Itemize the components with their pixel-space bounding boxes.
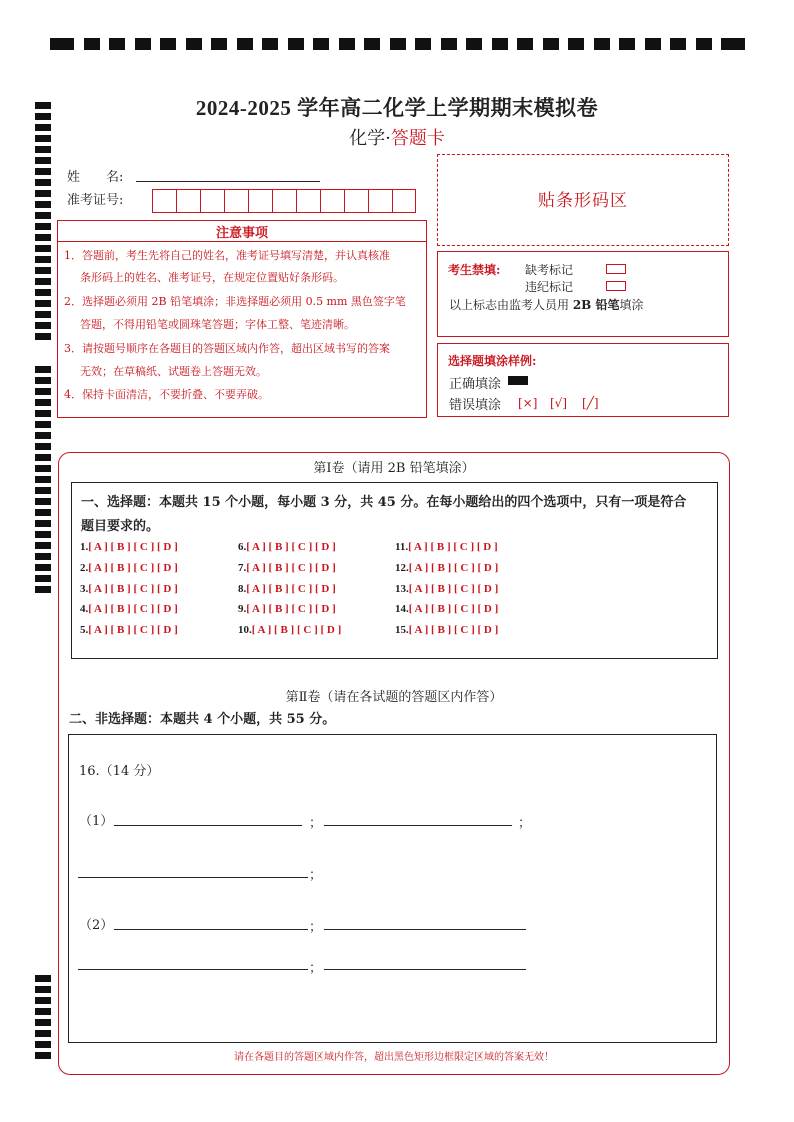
timing-mark xyxy=(35,997,51,1004)
section1-instruction-2: 题目要求的。 xyxy=(81,519,160,534)
separator-5: ； xyxy=(309,961,323,976)
timing-mark xyxy=(517,38,533,50)
timing-mark xyxy=(186,38,202,50)
wrong-fill-label: 错误填涂 xyxy=(449,398,502,413)
choice-question-9[interactable] xyxy=(238,603,336,615)
choice-options[interactable]: [ A ] [ B ] [ C ] [ D ] xyxy=(408,583,499,595)
choice-number: 7. xyxy=(238,562,247,574)
choice-number: 10. xyxy=(238,624,252,636)
timing-mark xyxy=(619,38,635,50)
violation-mark-label: 违纪标记 xyxy=(525,280,574,294)
question-16-box xyxy=(68,734,717,1043)
choice-options[interactable]: [ A ] [ B ] [ C ] [ D ] xyxy=(246,541,336,553)
choice-number: 11. xyxy=(395,541,409,553)
timing-mark xyxy=(35,223,51,230)
choice-question-8[interactable] xyxy=(238,583,336,595)
answer-line-2a[interactable] xyxy=(114,929,308,930)
choice-number: 13. xyxy=(395,583,409,595)
timing-mark xyxy=(35,421,51,428)
separator-1: ； xyxy=(309,816,323,831)
notice-title: 注意事项 xyxy=(215,226,268,241)
timing-mark xyxy=(594,38,610,50)
choice-options[interactable]: [ A ] [ B ] [ C ] [ D ] xyxy=(408,603,499,615)
timing-mark xyxy=(35,432,51,439)
choice-number: 9. xyxy=(238,603,247,615)
timing-mark xyxy=(35,443,51,450)
choice-number: 6. xyxy=(238,541,247,553)
timing-mark xyxy=(35,168,51,175)
timing-mark xyxy=(35,531,51,538)
choice-options[interactable]: [ A ] [ B ] [ C ] [ D ] xyxy=(408,541,498,553)
choice-number: 1. xyxy=(80,541,89,553)
notice-item-4: 4．保持卡面清洁，不要折叠、不要弄破。 xyxy=(64,388,269,401)
answer-line-1b[interactable] xyxy=(324,825,512,826)
timing-mark xyxy=(35,245,51,252)
answer-line-2c[interactable] xyxy=(78,969,308,970)
timing-mark xyxy=(568,38,584,50)
subtitle-answer-sheet: 答题卡 xyxy=(390,128,445,149)
page-title: 2024-2025 学年高二化学上学期期末模拟卷 xyxy=(195,96,599,120)
timing-mark xyxy=(35,366,51,373)
choice-question-1[interactable] xyxy=(80,541,178,553)
timing-mark xyxy=(35,267,51,274)
choice-number: 4. xyxy=(80,603,89,615)
choice-question-11[interactable] xyxy=(395,541,498,553)
separator-4: ； xyxy=(309,920,323,935)
forbidden-note: 以上标志由监考人员用 2B 铅笔填涂 xyxy=(449,298,644,312)
left-timing-marks-bottom xyxy=(35,975,51,1063)
top-timing-marks xyxy=(50,38,745,52)
choice-question-12[interactable] xyxy=(395,562,498,574)
timing-mark xyxy=(466,38,482,50)
choice-options[interactable]: [ A ] [ B ] [ C ] [ D ] xyxy=(246,562,336,574)
ticket-number-boxes[interactable] xyxy=(152,189,416,213)
timing-mark xyxy=(313,38,329,50)
timing-mark xyxy=(35,333,51,340)
timing-mark xyxy=(35,278,51,285)
timing-mark xyxy=(415,38,431,50)
timing-mark xyxy=(237,38,253,50)
forbidden-title: 考生禁填: xyxy=(448,263,501,277)
choice-options[interactable]: [ A ] [ B ] [ C ] [ D ] xyxy=(408,562,499,574)
wrong-fill-sample-slash: [╱] xyxy=(582,396,599,410)
timing-mark xyxy=(35,300,51,307)
timing-mark xyxy=(645,38,661,50)
timing-mark xyxy=(84,38,100,50)
left-timing-marks-middle xyxy=(35,366,51,597)
notice-item-1-cont: 条形码上的姓名、准考证号，在规定位置贴好条形码。 xyxy=(80,271,344,284)
notice-item-3: 3．请按题号顺序在各题目的答题区域内作答，超出区域书写的答案 xyxy=(64,342,390,355)
timing-mark xyxy=(35,520,51,527)
notice-item-3-cont: 无效；在草稿纸、试题卷上答题无效。 xyxy=(80,365,267,378)
correct-fill-label: 正确填涂 xyxy=(449,377,502,392)
separator-3: ； xyxy=(309,868,323,883)
choice-number: 14. xyxy=(395,603,409,615)
subtitle-subject: 化学· xyxy=(349,128,391,149)
name-label: 姓 名: xyxy=(67,170,124,185)
timing-mark xyxy=(35,377,51,384)
timing-mark xyxy=(35,1008,51,1015)
answer-line-1c[interactable] xyxy=(78,877,308,878)
timing-mark xyxy=(35,212,51,219)
choice-options[interactable]: [ A ] [ B ] [ C ] [ D ] xyxy=(246,583,336,595)
timing-mark xyxy=(35,179,51,186)
choice-question-10[interactable] xyxy=(238,624,341,636)
timing-mark xyxy=(492,38,508,50)
choice-question-7[interactable] xyxy=(238,562,336,574)
choice-question-6[interactable] xyxy=(238,541,336,553)
part-1-label: （1） xyxy=(79,814,114,829)
timing-mark xyxy=(288,38,304,50)
timing-mark xyxy=(35,498,51,505)
timing-mark xyxy=(35,322,51,329)
choice-options[interactable]: [ A ] [ B ] [ C ] [ D ] xyxy=(88,583,178,595)
choice-question-14[interactable] xyxy=(395,603,498,615)
section2-header: 第Ⅱ卷（请在各试题的答题区内作答） xyxy=(285,690,503,705)
choice-options[interactable]: [ A ] [ B ] [ C ] [ D ] xyxy=(88,603,178,615)
footer-warning: 请在各题目的答题区域内作答，超出黑色矩形边框限定区域的答案无效！ xyxy=(234,1052,554,1063)
notice-item-2: 2．选择题必须用 2B 铅笔填涂；非选择题必须用 0.5 mm 黑色签字笔 xyxy=(64,295,406,308)
timing-mark xyxy=(35,234,51,241)
absent-mark-box[interactable] xyxy=(606,264,626,274)
correct-fill-sample xyxy=(508,376,528,385)
timing-mark xyxy=(35,157,51,164)
section2-instruction: 二、非选择题：本题共 4 个小题，共 55 分。 xyxy=(69,712,336,727)
timing-mark xyxy=(35,399,51,406)
timing-mark xyxy=(35,553,51,560)
timing-mark xyxy=(109,38,125,50)
timing-mark xyxy=(35,388,51,395)
timing-mark xyxy=(35,289,51,296)
choice-options[interactable]: [ A ] [ B ] [ C ] [ D ] xyxy=(88,624,178,636)
timing-mark xyxy=(441,38,457,50)
timing-mark xyxy=(35,311,51,318)
timing-mark xyxy=(390,38,406,50)
timing-mark xyxy=(35,1052,51,1059)
answer-line-2b[interactable] xyxy=(324,929,526,930)
ticket-number-label: 准考证号: xyxy=(67,193,124,208)
timing-mark xyxy=(35,1030,51,1037)
answer-line-1a[interactable] xyxy=(114,825,302,826)
timing-mark xyxy=(35,986,51,993)
timing-mark xyxy=(35,190,51,197)
choice-number: 2. xyxy=(80,562,89,574)
timing-mark xyxy=(35,575,51,582)
timing-mark xyxy=(35,410,51,417)
timing-mark xyxy=(35,487,51,494)
choice-number: 8. xyxy=(238,583,247,595)
answer-line-2d[interactable] xyxy=(324,969,526,970)
notice-item-2-cont: 答题，不得用铅笔或圆珠笔答题；字体工整、笔迹清晰。 xyxy=(80,318,355,331)
choice-question-5[interactable] xyxy=(80,624,178,636)
choice-question-2[interactable] xyxy=(80,562,178,574)
timing-mark xyxy=(35,465,51,472)
violation-mark-box[interactable] xyxy=(606,281,626,291)
barcode-area-label: 贴条形码区 xyxy=(538,191,628,211)
choice-options[interactable]: [ A ] [ B ] [ C ] [ D ] xyxy=(88,562,178,574)
choice-number: 3. xyxy=(80,583,89,595)
timing-mark xyxy=(35,586,51,593)
timing-mark xyxy=(262,38,278,50)
timing-mark xyxy=(35,201,51,208)
choice-number: 12. xyxy=(395,562,409,574)
timing-mark xyxy=(35,476,51,483)
timing-mark xyxy=(50,38,74,50)
choice-options[interactable]: [ A ] [ B ] [ C ] [ D ] xyxy=(246,603,336,615)
choice-question-3[interactable] xyxy=(80,583,178,595)
question-16-label: 16.（14 分） xyxy=(79,764,160,779)
timing-mark xyxy=(35,1019,51,1026)
absent-mark-label: 缺考标记 xyxy=(525,263,574,277)
choice-number: 15. xyxy=(395,624,409,636)
timing-mark xyxy=(35,454,51,461)
choice-options[interactable]: [ A ] [ B ] [ C ] [ D ] xyxy=(408,624,499,636)
wrong-fill-sample-check: [√] xyxy=(550,396,568,410)
choice-number: 5. xyxy=(80,624,89,636)
timing-mark xyxy=(721,38,745,50)
timing-mark xyxy=(364,38,380,50)
choice-question-13[interactable] xyxy=(395,583,498,595)
wrong-fill-sample-x: [×] xyxy=(518,396,538,410)
timing-mark xyxy=(35,1041,51,1048)
timing-mark xyxy=(35,564,51,571)
timing-mark xyxy=(211,38,227,50)
choice-options[interactable]: [ A ] [ B ] [ C ] [ D ] xyxy=(251,624,342,636)
choice-question-15[interactable] xyxy=(395,624,498,636)
fill-example-title: 选择题填涂样例: xyxy=(448,354,537,368)
part-2-label: （2） xyxy=(79,918,114,933)
timing-mark xyxy=(160,38,176,50)
separator-2: ； xyxy=(518,816,532,831)
choice-question-4[interactable] xyxy=(80,603,178,615)
section1-header: 第Ⅰ卷（请用 2B 铅笔填涂） xyxy=(313,461,475,476)
timing-mark xyxy=(543,38,559,50)
page-subtitle xyxy=(0,124,794,150)
timing-mark xyxy=(35,542,51,549)
timing-mark xyxy=(35,975,51,982)
timing-mark xyxy=(339,38,355,50)
timing-mark xyxy=(35,256,51,263)
name-input-line[interactable] xyxy=(136,181,320,182)
timing-mark xyxy=(135,38,151,50)
timing-mark xyxy=(696,38,712,50)
notice-item-1: 1．答题前，考生先将自己的姓名，准考证号填写清楚，并认真核准 xyxy=(64,249,390,262)
section1-instruction-1: 一、选择题：本题共 15 个小题，每小题 3 分，共 45 分。在每小题给出的四个选项中，只有一项是符合 xyxy=(81,495,687,510)
timing-mark xyxy=(670,38,686,50)
choice-options[interactable]: [ A ] [ B ] [ C ] [ D ] xyxy=(88,541,178,553)
timing-mark xyxy=(35,509,51,516)
